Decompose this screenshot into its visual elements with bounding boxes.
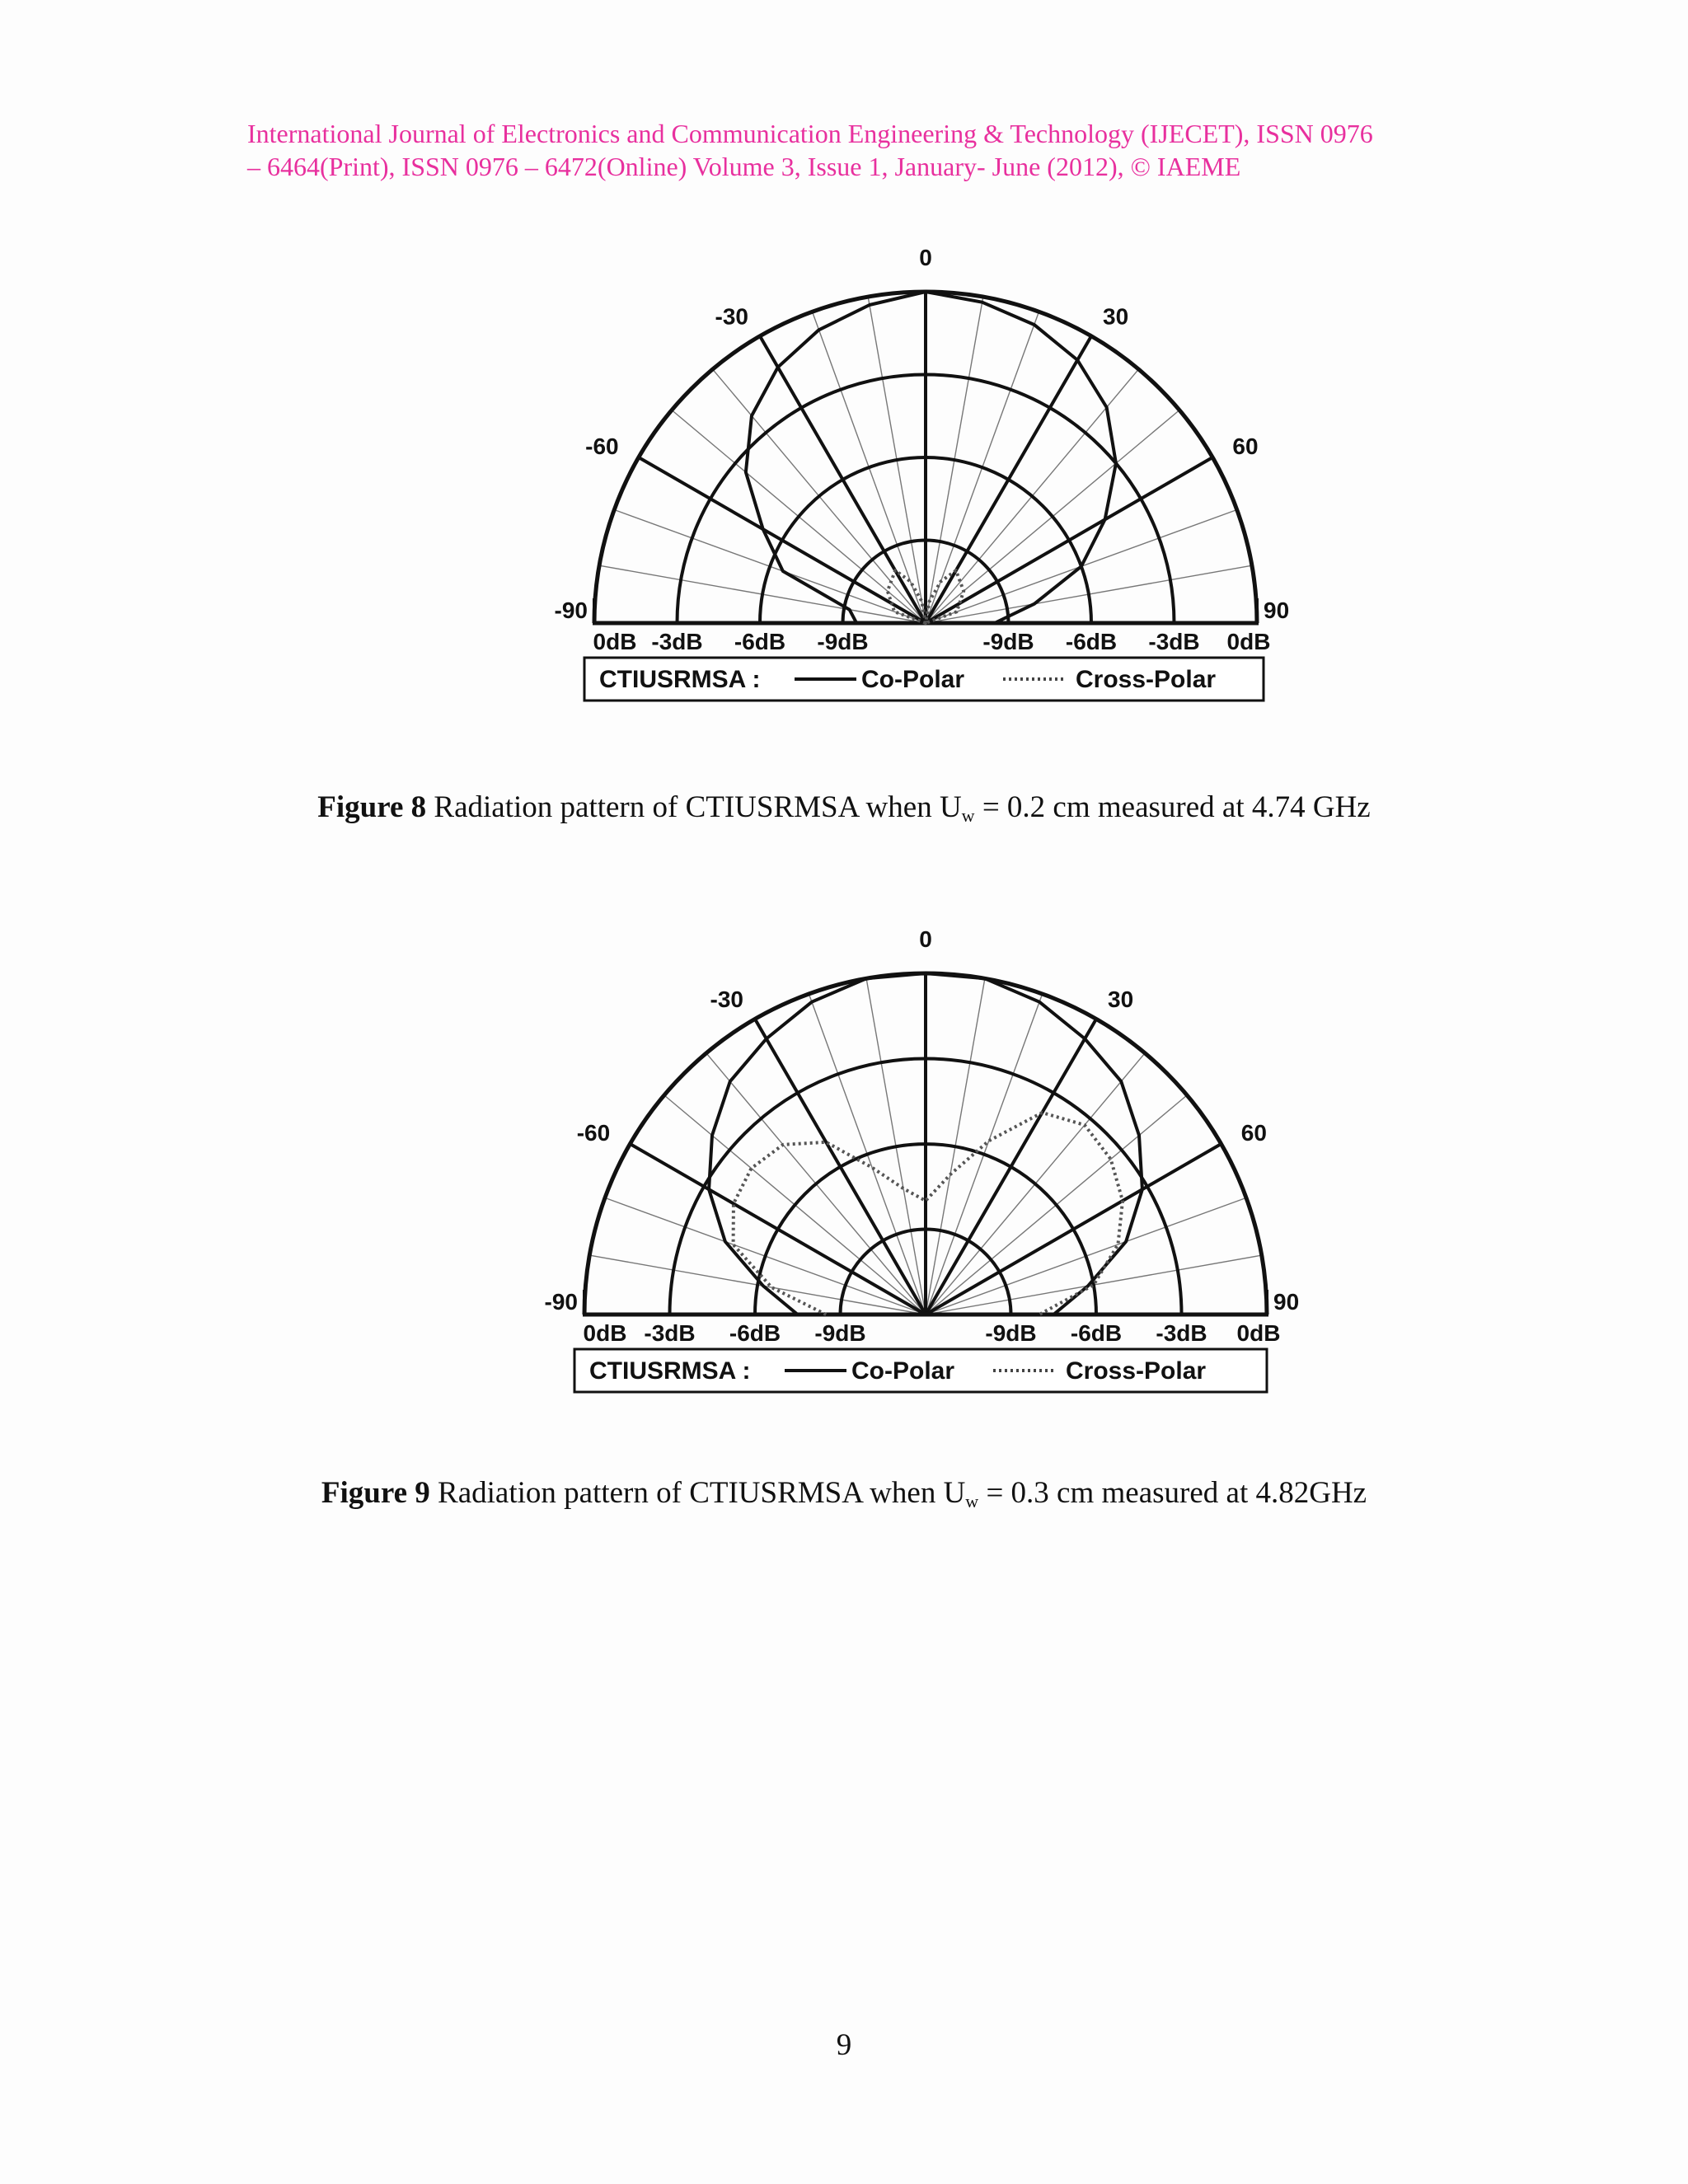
figure-9-caption-tail: = 0.3 cm measured at 4.82GHz	[978, 1476, 1367, 1510]
angle-tick-label: -60	[576, 1120, 611, 1146]
figure-8-caption	[0, 790, 1688, 827]
legend-title: CTIUSRMSA :	[589, 1357, 751, 1385]
angle-tick-label: 60	[1240, 1120, 1267, 1146]
header-line-2: – 6464(Print), ISSN 0976 – 6472(Online) Volume 3, Issue 1, January- June (2012), © IAEME	[247, 152, 1241, 181]
radial-tick-label: -3dB	[1156, 1320, 1207, 1346]
figure-8-caption-subscript: w	[961, 805, 975, 826]
angle-tick-label: 90	[1273, 1289, 1300, 1315]
angle-tick-label: -60	[585, 434, 619, 459]
figure-9-caption-subscript: w	[965, 1491, 979, 1511]
legend-co-polar-label: Co-Polar	[861, 666, 965, 693]
angle-tick-label: 30	[1108, 987, 1134, 1013]
radial-tick-label: -6dB	[1070, 1320, 1123, 1346]
radial-tick-label: -3dB	[644, 1320, 696, 1346]
radial-tick-label: -3dB	[1148, 629, 1200, 654]
angle-tick-label: -30	[715, 303, 748, 330]
angle-tick-label: 60	[1232, 434, 1259, 459]
legend-title: CTIUSRMSA :	[599, 666, 761, 693]
radial-tick-label: 0dB	[1236, 1320, 1281, 1346]
page-number: 9	[836, 2028, 852, 2062]
radiation-pattern-chart-fig8	[528, 245, 1302, 725]
legend-cross-polar-label: Cross-Polar	[1066, 1357, 1207, 1385]
figure-8-caption-tail: = 0.2 cm measured at 4.74 GHz	[974, 790, 1371, 824]
radial-tick-label: 0dB	[593, 629, 637, 654]
radial-tick-label: 0dB	[583, 1320, 627, 1346]
figure-8-label: Figure 8	[317, 790, 427, 824]
angle-tick-label: -30	[710, 987, 743, 1013]
radial-tick-label: -9dB	[982, 629, 1034, 654]
legend-cross-polar-label: Cross-Polar	[1076, 666, 1217, 693]
angle-tick-label: 0	[919, 245, 932, 270]
figure-9-caption-text: Radiation pattern of CTIUSRMSA when U	[429, 1476, 966, 1510]
figure-9-label: Figure 9	[321, 1476, 430, 1510]
radial-tick-label: -9dB	[985, 1320, 1037, 1346]
radial-tick-label: -6dB	[734, 629, 786, 654]
figure-9-caption	[0, 1475, 1688, 1512]
angle-tick-label: -90	[544, 1289, 578, 1315]
radial-tick-label: -6dB	[1065, 629, 1118, 654]
angle-tick-label: 90	[1264, 598, 1290, 623]
radial-tick-label: -9dB	[817, 629, 869, 654]
radial-tick-label: 0dB	[1226, 629, 1271, 654]
angle-tick-label: 30	[1103, 303, 1129, 330]
angle-tick-label: 0	[919, 926, 932, 952]
header-line-1: International Journal of Electronics and Communication Engineering & Technology (IJECET), ISSN 0976	[247, 119, 1373, 148]
legend-co-polar-label: Co-Polar	[851, 1357, 955, 1385]
radiation-pattern-chart-fig9	[528, 926, 1302, 1401]
radial-tick-label: -9dB	[814, 1320, 866, 1346]
radial-tick-label: -6dB	[729, 1320, 781, 1346]
figure-8-caption-text: Radiation pattern of CTIUSRMSA when U	[426, 790, 962, 824]
radial-tick-label: -3dB	[651, 629, 703, 654]
journal-header	[247, 117, 1467, 183]
angle-tick-label: -90	[554, 598, 588, 623]
